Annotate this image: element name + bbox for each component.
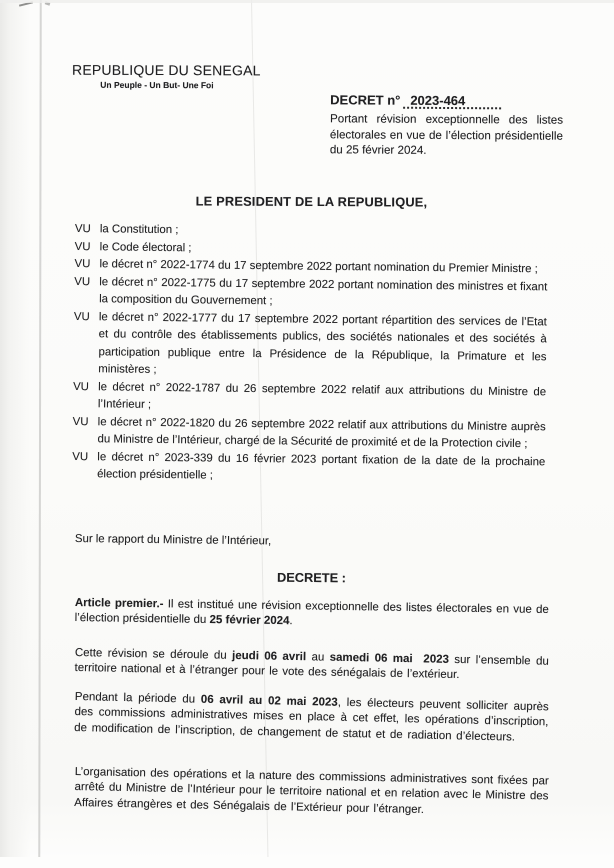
- scan-edge-left: [0, 0, 30, 868]
- decree-title-block: [330, 92, 563, 159]
- visa-label: VU: [74, 222, 91, 236]
- decree-number: 2023-464: [403, 94, 501, 110]
- visa-item: [72, 448, 545, 488]
- visa-label: VU: [72, 450, 89, 463]
- visa-text: le décret n° 2022-1775 du 17 septembre 2022 portant nomination des ministres et fixant la composition du Gouvernement ;: [99, 275, 548, 308]
- country-name: REPUBLIQUE DU SENEGAL: [71, 61, 261, 79]
- visa-item: [74, 273, 547, 313]
- paragraph-article-premier: Article premier.- Il est institué une révision exceptionnelle des listes électorales en vue de l’élection présidentielle du 25 février 2024.: [74, 596, 549, 628]
- visa-label: VU: [74, 257, 91, 271]
- visa-label: VU: [74, 275, 91, 288]
- visa-list: [72, 221, 548, 489]
- visa-text: le Code électoral ;: [99, 240, 192, 254]
- visa-text: le décret n° 2022-1820 du 26 septembre 2022 relatif aux attributions du Ministre auprès du Ministre de l’Intérieur, chargé de la Sécurité de proximité et de la Protection civile ;: [97, 415, 546, 451]
- visa-text: le décret n° 2023-339 du 16 février 2023 portant fixation de la date de la prochaine élection présidentielle ;: [97, 450, 546, 482]
- decree-number-line: [330, 92, 563, 109]
- visa-label: VU: [72, 415, 89, 428]
- visa-item: [73, 308, 547, 383]
- visa-item: [73, 378, 546, 418]
- paragraph-revision-period: Cette révision se déroule du jeudi 06 avril au samedi 06 mai 2023 sur l’ensemble du territoire national et à l’étranger pour le vote des sénégalais de l’extérieur.: [74, 646, 549, 682]
- letterhead: [71, 61, 261, 91]
- visa-label: VU: [74, 240, 91, 253]
- visa-text: la Constitution ;: [99, 223, 179, 237]
- decree-subject: Portant révision exceptionnelle des listes électorales en vue de l’élection présidentielle du 25 février 2024.: [329, 112, 564, 158]
- visa-label: VU: [73, 380, 90, 393]
- national-motto: Un Peuple - Un But- Une Foi: [100, 79, 214, 91]
- report-line: Sur le rapport du Ministre de l’Intérieur,: [74, 533, 272, 548]
- scan-fold-line: [38, 0, 42, 868]
- visa-text: le décret n° 2022-1774 du 17 septembre 2022 portant nomination du Premier Ministre ;: [99, 258, 538, 276]
- paragraph-organisation: L’organisation des opérations et la nature des commissions administratives sont fixées par arrêté du Ministre de l’Intérieur pour le territoire national et en relation avec le Ministre des Affaires étrangères et des Sénégalais de l’Extérieur pour l’étranger.: [74, 765, 549, 816]
- decree-label: DECRET n°: [330, 92, 401, 108]
- visa-text: le décret n° 2022-1777 du 17 septembre 2022 portant répartition des services de l’Etat et du contrôle des établissements publics, des sociétés nationales et des sociétés à participation publique entre la Présidence de la République, la Primature et les ministères ;: [98, 310, 547, 376]
- visa-label: VU: [73, 310, 90, 323]
- decrete-heading: DECRETE :: [276, 569, 347, 586]
- scan-edge-top: [0, 0, 614, 3]
- visa-item: [72, 413, 545, 453]
- president-heading: LE PRESIDENT DE LA REPUBLIQUE,: [195, 193, 428, 210]
- paragraph-operations: Pendant la période du 06 avril au 02 mai 2023, les électeurs peuvent solliciter auprès des commissions administratives mises en place à cet effet, les opérations d’inscription, de modification de l’inscription, de changement de statut et de radiation d’électeurs.: [74, 690, 549, 744]
- visa-text: le décret n° 2022-1787 du 26 septembre 2022 relatif aux attributions du Ministre de l’Intérieur ;: [97, 380, 547, 411]
- scan-edge-bottom: [0, 857, 614, 868]
